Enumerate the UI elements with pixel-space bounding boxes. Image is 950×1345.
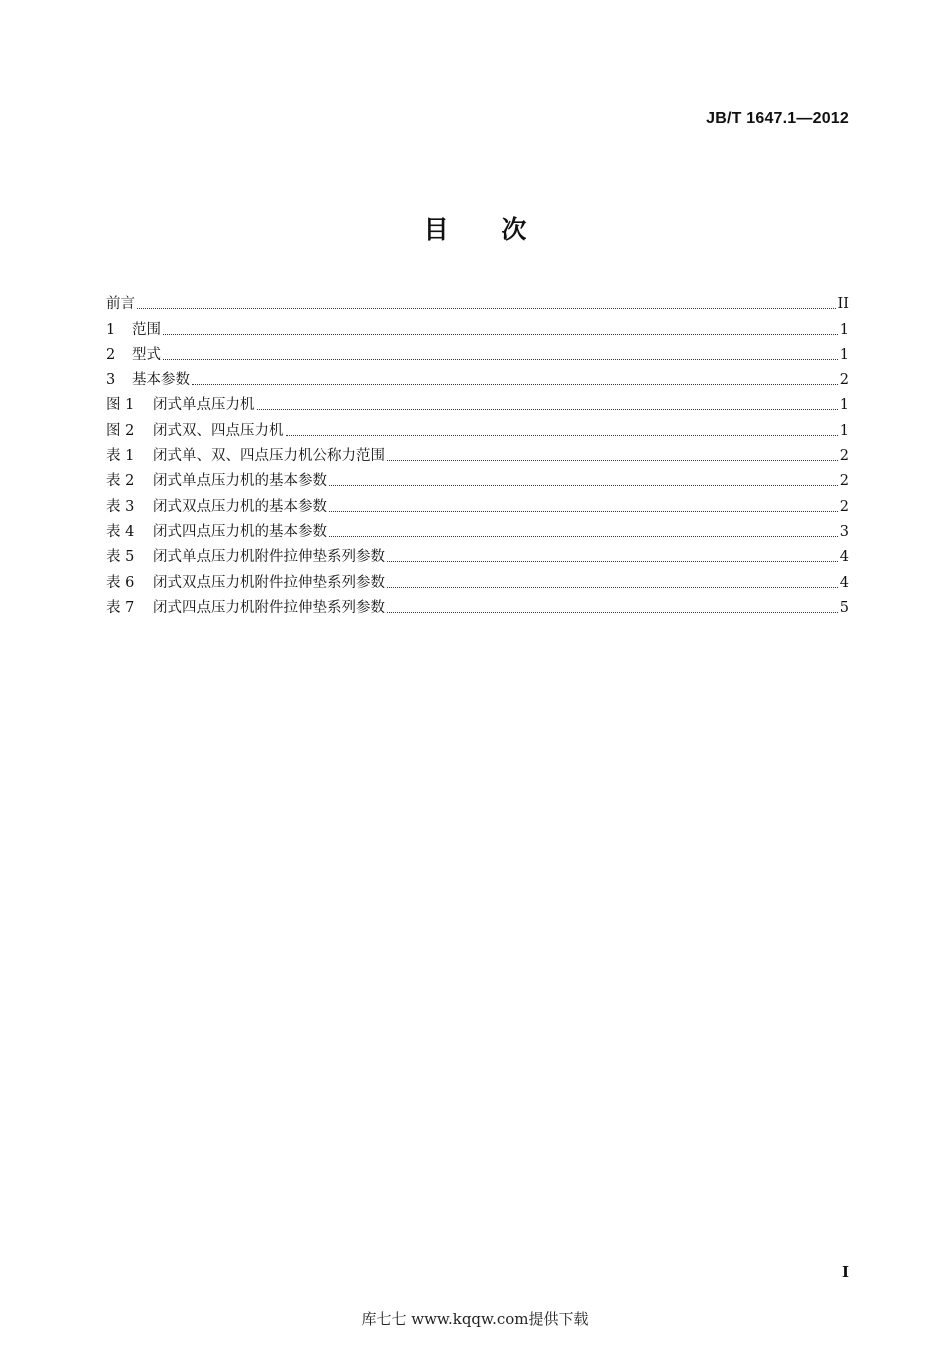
- toc-entry[interactable]: [106, 491, 849, 516]
- toc-entry-page: 1: [839, 346, 849, 363]
- toc-entry-number: 表 1: [106, 448, 135, 465]
- toc-entry-page: 1: [839, 397, 849, 414]
- toc-entry[interactable]: [106, 289, 849, 314]
- toc-entry-page: 4: [839, 574, 849, 591]
- toc-entry-title: 闭式单点压力机的基本参数: [153, 473, 327, 490]
- toc-entry-label: [106, 497, 327, 517]
- toc-entry-title: 基本参数: [132, 372, 190, 389]
- toc-entry-title: 闭式单点压力机: [153, 397, 255, 414]
- toc-entry-label: [106, 522, 327, 542]
- toc-dot-leader: [329, 511, 838, 512]
- toc-entry-title: 闭式双点压力机附件拉伸垫系列参数: [153, 574, 385, 591]
- toc-entry-page: 4: [839, 549, 849, 566]
- toc-entry-number: 1: [106, 321, 116, 338]
- toc-entry-title: 闭式双、四点压力机: [153, 422, 284, 439]
- toc-entry-page: 2: [839, 473, 849, 490]
- toc-entry-title: 闭式四点压力机附件拉伸垫系列参数: [153, 599, 385, 616]
- toc-list: [106, 289, 849, 618]
- toc-entry[interactable]: [106, 340, 849, 365]
- toc-entry-label: [106, 446, 385, 466]
- toc-entry[interactable]: [106, 415, 849, 440]
- toc-entry-label: [106, 395, 255, 415]
- toc-entry-label: [106, 421, 284, 441]
- toc-entry[interactable]: [106, 314, 849, 339]
- toc-title: 目 次: [423, 215, 527, 244]
- toc-entry-title: 闭式四点压力机的基本参数: [153, 523, 327, 540]
- toc-entry-label: [106, 598, 385, 618]
- toc-dot-leader: [257, 409, 838, 410]
- page-number: I: [841, 1263, 849, 1281]
- toc-entry[interactable]: [106, 517, 849, 542]
- toc-entry[interactable]: [106, 542, 849, 567]
- toc-entry-page: 2: [839, 448, 849, 465]
- toc-dot-leader: [137, 308, 836, 309]
- toc-dot-leader: [387, 561, 838, 562]
- toc-entry-label: [106, 345, 161, 365]
- toc-entry-label: [106, 573, 385, 593]
- toc-entry-page: 1: [839, 321, 849, 338]
- toc-entry-title: 闭式单、双、四点压力机公称力范围: [153, 448, 385, 465]
- toc-entry-number: 图 1: [106, 397, 135, 414]
- toc-entry-page: 3: [839, 523, 849, 540]
- toc-entry-page: 2: [839, 372, 849, 389]
- toc-entry[interactable]: [106, 466, 849, 491]
- toc-entry-title: 闭式单点压力机附件拉伸垫系列参数: [153, 549, 385, 566]
- toc-entry-page: 2: [839, 498, 849, 515]
- toc-dot-leader: [286, 435, 838, 436]
- toc-dot-leader: [329, 485, 838, 486]
- toc-entry-label: [106, 294, 135, 314]
- toc-entry-title: 型式: [132, 346, 161, 363]
- toc-entry[interactable]: [106, 365, 849, 390]
- toc-entry[interactable]: [106, 567, 849, 592]
- toc-entry[interactable]: [106, 441, 849, 466]
- toc-entry-page: 1: [839, 422, 849, 439]
- toc-entry-number: 图 2: [106, 422, 135, 439]
- toc-dot-leader: [387, 612, 838, 613]
- toc-dot-leader: [329, 536, 838, 537]
- toc-dot-leader: [387, 460, 838, 461]
- standard-code: JB/T 1647.1—2012: [706, 110, 849, 127]
- toc-entry-label: [106, 320, 161, 340]
- toc-entry-page: 5: [839, 599, 849, 616]
- toc-entry-number: 表 6: [106, 574, 135, 591]
- download-watermark: 库七七 www.kqqw.com提供下载: [361, 1310, 589, 1328]
- toc-dot-leader: [192, 384, 838, 385]
- toc-entry-number: 表 7: [106, 599, 135, 616]
- toc-entry-number: 表 2: [106, 473, 135, 490]
- toc-entry-number: 3: [106, 372, 116, 389]
- toc-entry[interactable]: [106, 593, 849, 618]
- toc-entry-title: 闭式双点压力机的基本参数: [153, 498, 327, 515]
- toc-entry-label: [106, 370, 190, 390]
- toc-entry-title: 范围: [132, 321, 161, 338]
- toc-dot-leader: [163, 334, 838, 335]
- toc-entry-label: [106, 547, 385, 567]
- toc-entry-number: 2: [106, 346, 116, 363]
- toc-entry-number: 表 5: [106, 549, 135, 566]
- toc-entry-title: 前言: [106, 296, 135, 313]
- toc-entry-label: [106, 471, 327, 491]
- toc-dot-leader: [387, 587, 838, 588]
- toc-dot-leader: [163, 359, 838, 360]
- toc-entry-page: II: [837, 296, 849, 313]
- toc-entry-number: 表 3: [106, 498, 135, 515]
- toc-entry[interactable]: [106, 390, 849, 415]
- toc-entry-number: 表 4: [106, 523, 135, 540]
